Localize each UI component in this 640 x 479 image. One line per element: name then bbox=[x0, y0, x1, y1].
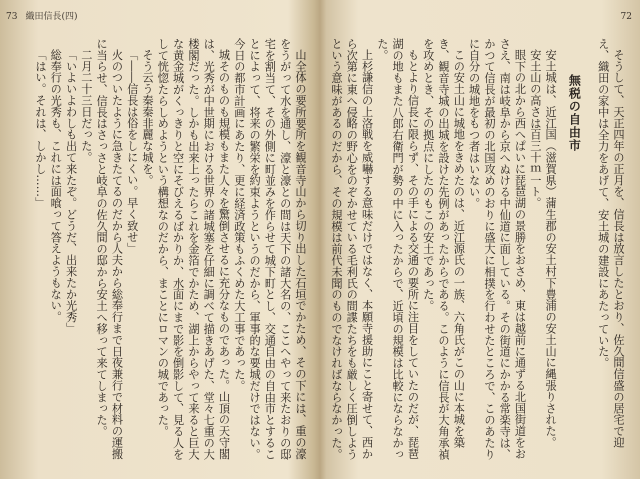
paragraph: そう云う秦秦非麗な城を。 bbox=[141, 49, 155, 186]
right-page-header bbox=[621, 10, 632, 24]
paragraph: 城そのものも規模もまた人々を驚倒させるに充分なものであった。山頂の天守閣は、光秀が中世期における世界の諸城塞を仔細に調べて描きあげた、堂々七重の大楼閣だった。しかも出来上ったらこれを金箔でかため、湖上からやって来ると巨大な黄金城がくっきりと空にそびえるばかりか、水面にまで影を倒影して、見る人をして恍惚たらしめようという構想なのだから、まことにロマンの城であった。 bbox=[156, 38, 231, 460]
paragraph: 安土城は、近江国（滋賀県）蒲生郡の安土村下豊浦の安土山に縄張りされた。 bbox=[544, 49, 558, 449]
paragraph: 眼下の北から西へぱいに琵琶湖の景勝をおさめ、東は越前に通ずる北国街道をおさえ、南は岐阜から京へぬける中仙道に面している。その街道にかかる常楽寺は、かつて信長が最初の北国攻めのおりに盛大に相撲を行わせたところで、このあたりに自分の城地をもつ者はいない。 bbox=[467, 38, 527, 460]
right-page-text bbox=[328, 38, 626, 468]
paragraph: 「はい。それは、しかし……」 bbox=[33, 49, 47, 209]
paragraph: 安土山の高さは百三十ｍ一ト。 bbox=[528, 49, 542, 209]
section-title: 無税の自由市 bbox=[567, 74, 582, 152]
left-page bbox=[0, 0, 318, 479]
running-title: 織田信長(四) bbox=[25, 12, 78, 22]
paragraph: 二月二十三日だった。 bbox=[79, 49, 93, 164]
paragraph: もとより信長に限らず、その手による交通の要所に注目をしていたのだが、琵琶湖の地もまた八郎右衛門が勢の中に入ったからで、近頃の規模は比較にならなかった。 bbox=[375, 38, 420, 460]
paragraph: そうして、天正四年の正月を、信長は放言したとおり、佐久間信盛の居宅で迎え、織田の家中は全力をあげて、安土城の建設にあたっていた。 bbox=[596, 38, 625, 449]
paragraph: この安土山に城地をきめたのは、近江源氏の一族、六角氏がこの山に本城を築き、観音寺城の出城を設けた先例があったからである。このように信長が大角承禎を攻めとき、その拠点にしたのもこの安土であった。 bbox=[421, 38, 466, 460]
paragraph: 総奉行の光秀も、これには面喰って答えようもない。 bbox=[49, 49, 63, 323]
page-number: 73 bbox=[6, 12, 18, 22]
right-page bbox=[322, 0, 640, 479]
paragraph: 火のついたように急きたてるのだから人夫から総奉行まで日夜兼行で材料の運搬に当らせ、信長はさっさと岐阜の佐久間の邸から安土へ移って来てしまった。 bbox=[95, 38, 124, 460]
left-page-text bbox=[8, 38, 308, 468]
paragraph: 「いよいよわしも出て来たぞ。どうだ、出来たか光秀」 bbox=[64, 49, 78, 335]
paragraph bbox=[328, 38, 329, 468]
paragraph: 「――信長は俗をしにくい。早く致せ」 bbox=[125, 49, 139, 255]
paragraph: 上杉謙信の上洛戦を威嚇する意味だけではなく、本願寺援助にこと寄せて、西から次第に東へ侵略の野心をのぞかせている毛利氏の間諜たちをも厳しく圧倒しようという意味があるのだから、その規模は前代未聞のものでなければならなかった。 bbox=[329, 38, 374, 460]
paragraph: 山全体の要所要所を観音寺山から切り出した石垣でかため、その下には、重の濠をうがって水を通し、濠と濠との間は天下の諸大名の、ここへやって来たおりの邸宅を割当て、その外側に町並みを作らせて城下町とし、交通自由の自由市とすることによって、将来の繁栄を約束ようというのだから、軍事的な要城だけではない。今日の都市計画にあたり、更に経済政策もふくめた大工事であった。 bbox=[232, 38, 307, 460]
left-page-header bbox=[6, 10, 77, 24]
page-number: 72 bbox=[620, 12, 632, 22]
